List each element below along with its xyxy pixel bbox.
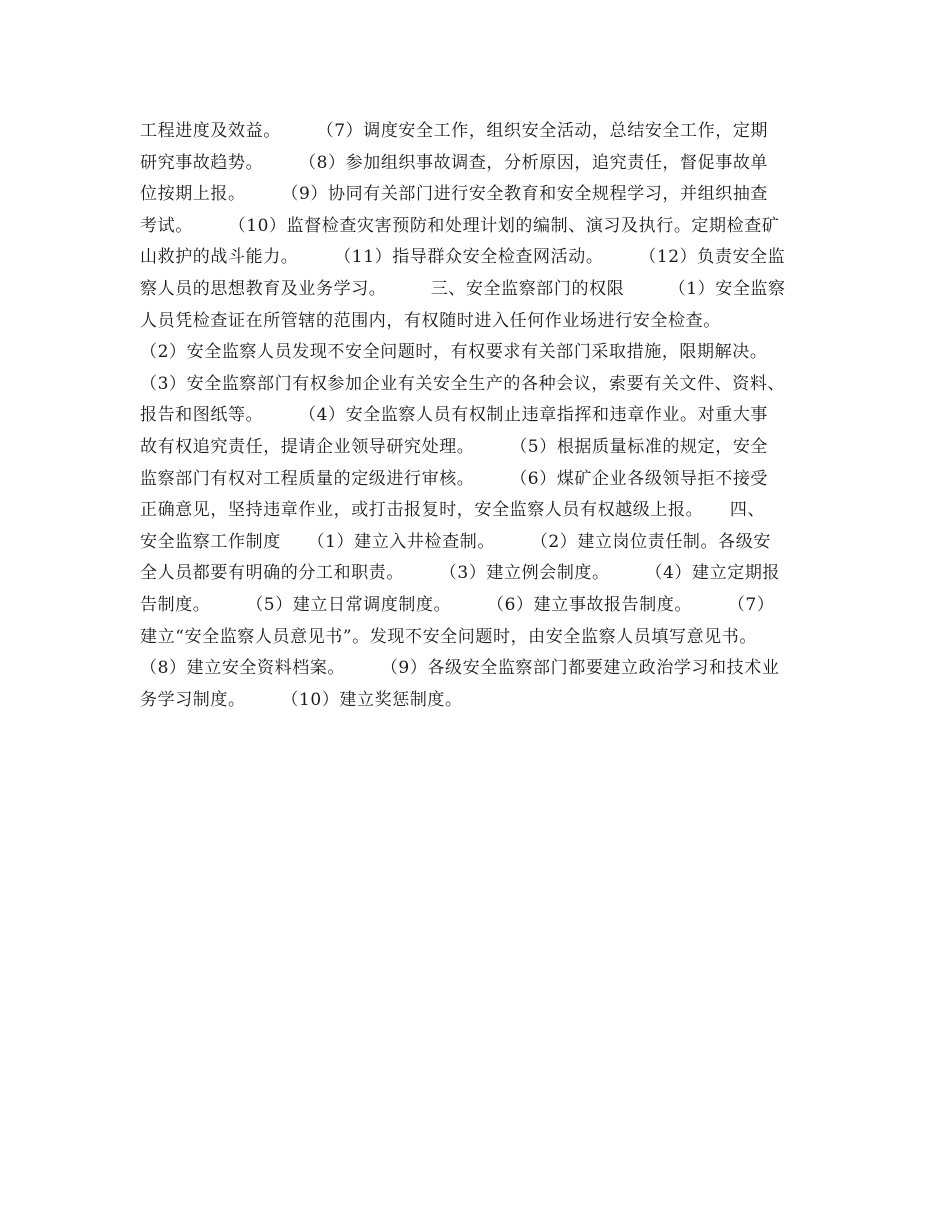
- text-line-10: 报告和图纸等。 （4）安全监察人员有权制止违章指挥和违章作业。对重大事: [140, 405, 769, 426]
- text-line-5: 山救护的战斗能力。 （11）指导群众安全检查网活动。 （12）负责安全监: [140, 247, 786, 268]
- text-line-7: 人员凭检查证在所管辖的范围内，有权随时进入任何作业场进行安全检查。: [140, 310, 721, 331]
- text-line-8: （2）安全监察人员发现不安全问题时，有权要求有关部门采取措施，限期解决。: [140, 342, 768, 363]
- text-line-16: 告制度。 （5）建立日常调度制度。 （6）建立事故报告制度。 （7）: [140, 594, 775, 615]
- text-line-1: 工程进度及效益。 （7）调度安全工作，组织安全活动，总结安全工作，定期: [140, 121, 769, 141]
- text-line-3: 位按期上报。 （9）协同有关部门进行安全教育和安全规程学习，并组织抽查: [140, 184, 769, 205]
- body-text: [140, 116, 840, 716]
- text-line-19: 务学习制度。 （10）建立奖惩制度。: [140, 689, 463, 710]
- text-line-11: 故有权追究责任，提请企业领导研究处理。 （5）根据质量标准的规定，安全: [140, 436, 769, 457]
- text-line-2: 研究事故趋势。 （8）参加组织事故调查，分析原因，追究责任，督促事故单: [140, 152, 769, 173]
- text-line-17: 建立“安全监察人员意见书”。发现不安全问题时，由安全监察人员填写意见书。: [140, 626, 757, 647]
- text-line-14: 安全监察工作制度 （1）建立入井检查制。 （2）建立岗位责任制。各级安: [140, 531, 771, 552]
- text-line-15: 全人员都要有明确的分工和职责。 （3）建立例会制度。 （4）建立定期报: [140, 563, 781, 584]
- text-line-13: 正确意见，坚持违章作业，或打击报复时，安全监察人员有权越级上报。 四、: [140, 500, 766, 521]
- text-line-18: （8）建立安全资料档案。 （9）各级安全监察部门都要建立政治学习和技术业: [140, 658, 780, 679]
- text-line-6: 察人员的思想教育及业务学习。 三、安全监察部门的权限 （1）安全监察: [140, 278, 786, 299]
- text-line-4: 考试。 （10）监督检查灾害预防和处理计划的编制、演习及执行。定期检查矿: [140, 215, 780, 236]
- text-line-9: （3）安全监察部门有权参加企业有关安全生产的各种会议，索要有关文件、资料、: [140, 373, 786, 394]
- text-line-12: 监察部门有权对工程质量的定级进行审核。 （6）煤矿企业各级领导拒不接受: [140, 468, 769, 489]
